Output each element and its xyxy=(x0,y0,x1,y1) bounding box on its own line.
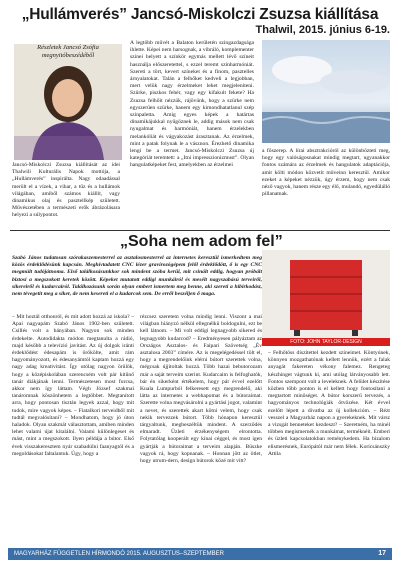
article-column-1 xyxy=(12,162,120,234)
article-column-2 xyxy=(130,40,254,234)
body-text: – Mit hoztál otthonról, és mit adott hozzá az iskola? – Apai nagyapám Szabó János 1902-ben született. Csillés volt a bányában. Nagyon sok minden érdekelte. Autodidakta módon megtanulta a rádió, majd később a televízió javítást. Az új dolgok iránti érdeklődést édesapám is örökölte, amit rám hagyományozott, és édesanyámtól kaptam hozzá egy nagy adag kreativitást. Így utólag nagyon örülök, hogy a középiskolában szerencsém volt pár kitűnő tanár diákjának lenni. Természetesen most furcsa, akkor nem így láttam. Végh József szakmai tanáromnak köszönhetem a legtöbbet. Megtanított arra, hogy pontosan tisztán legyek azzal, hogy mit tudok, mire vagyok képes. – Fiatalkori terveidből mit tudtál megvalósítani? – Mondhatom, hogy jó úton haladok. Olyan szakmát választottam, amiben minden lehet valami újat kitalálni. Valami különlegeset és mást, mint a megszokott. Ilyen példája a bútor. Első évek visszakeresztem nyár szabadúlni faanyagtól és a megoldásokat faltalantuk. Úgy, hogy a xyxy=(12,314,134,457)
article-headline: „Hullámverés” Jancsó-Miskolczi Zsuzsa kiállítása xyxy=(21,6,379,23)
footer-bar: MAGYARHÁZ FÜGGETLEN HÍRMONDÓ 2015. AUGUSZTUS–SZEPTEMBER xyxy=(8,548,392,560)
painting-illustration xyxy=(262,40,390,143)
photo-caption: Részletek Jancsó Zsófia megnyitóbeszédéből xyxy=(37,44,99,59)
body-text: A legtöbb művét a Balaton kerületén szingazdagsága ihlette. Képei nem harsognak, a vibráló, komplementer színei helyett a színkör egymás mellett lévő színeit használja előszeretettel, s ezzel teremt színharmóniát. Szereti a tört, kevert színeket és a finom, pasztelles árnyalatokat. Talán a felhőket kedveli a legjobban, mert velük nagy érzelmeket lehet megjeleníteni. Szürke, piszkos fehér, vagy egy kifakult fekete? Ha Zsuzsa felhőit nézzük, rájövünk, hogy a szürke nem egyszerűen szürke, hanem egy kimondhatatlanul szép színpaletta. Amig egyes képek a határtas dinamikájukkal nyűgöznek le, addig mások nem csak nyugalmat és harmóniát, hanem érzelekben melankóliát és vágyakozást árasztanak. Az érzelmek, mint a patak folynak le a vásznon. Érezhető dinamika lengi be a termet. Jancsó-Miskolczi Zsuzsa új kategóriát teremtett: a „Itni impresszionizmust”. Olyan hangulatképeket fest, amelyekben az érzelmei xyxy=(130,40,254,169)
body-text: Jancsó-Miskolczi Zsuzsa kiállítását az idei Thalwili Kulturális Napok mottója, a „Hullámverés” inspirálta. Nagy odaadással merült el a vízek, a vihar, a tűz és a hullámok világában, amiből számos kiállít, vagy dinamikus olaj és pasztellkép született. Művészetében a természeti erők ábrázolásara helyezi a súlypontot. xyxy=(12,162,120,219)
article2-column-3 xyxy=(268,350,390,546)
painting-caption: a főszerep. A lírai absztrakcióról az különbözteti meg, hogy egy valóságosnakat mindig megtart, ugyanakkor fontos számára az érzelmek és hangulatok adaptációja, amit költi módon közvetít műveinn keresztül. Amikor ezeket a képeket nézzük, úgy érzem, hogy nem csak néző vagyok, hanem része egy élő, mulandó, egyedülálló pillanatnak. xyxy=(262,148,390,198)
article-subhead: Thalwil, 2015. június 6-19. xyxy=(255,24,390,36)
article2-column-2 xyxy=(140,314,262,546)
article2-headline: „Soha nem adom fel” xyxy=(120,233,283,250)
furniture-photo xyxy=(262,250,390,338)
cabinet-illustration xyxy=(262,250,390,338)
body-text: rézcsez szeretem volna mindig lenni. Viszont a mai világban hiányzó nélkül ellegnélkü boldogulni, ezt be kell látnom. – Mi volt eddigi legnagyobb sikered és legnagyobb kudarcod? – Eredményesen pályáztam az Országos Asztalos- és Faipari Szövetség „Év asztalosa 2003” címére. Az is megelégedéssel tölt el, hogy a megrendelőink elérni bútort szerettek volna, mégcsak újjítoltak hozzá. Több hazai bebutorozam már a saját terveim szerint. Kudarcaim is felfoghatók, bár én sikerként értékelem, hogy pár évvel ezelőtt Kuala Lumpurból felkeresett egy megrendelő, aki látta az internetes a webhapomat és a bútoraimat. Szerette volna megvásárolni a gyártási jogot, valamint a nevet, és szerettek akart kötni velem, hogy csak nekik tervezzek bútort. Több hónapon keresztül tárgyaltunk, megbeszéltük mindent. A szerződés elmaradt. Üzleti érzékenységem elrontotta. Folytatólag kooperált egy kínai céggel, és most igen gyártják a bútoraimat a terveim alapján. Büszke vagyok rá, hogy kopnanak. – Honnan jött az ötlet, hogy utrum-dern, design bútorok közé mit vitt? xyxy=(140,314,262,465)
article2-lead: Szabó János tudatosan szórakaszemesterrel az asztalosmesterrel az internetes keresztül ismerkedtem meg közös érdeklődésünk kapcsán. Meghívtadatett CNC lézer gravírozógépem felől érdeklődött, ő is egy CNC megmúlt tudójátnoma. Első találkozásunkkor sok mindent szóba kerül, mit csinált eddig, hogyan próbált biztosi a megszokott keretek között. Képeket mutatott eddigi munkáiról és mesélt nagyszabású terveiről, sikereiről és kudarcairól. Találkozásunk során olyan embert ismertem meg benne, aki szereti a hibirkodást, nem tévegetit meg a siker, de nem kesereti el a kudarcok sem. De erről beszéljen ő maga. xyxy=(12,255,262,298)
page-number: 17 xyxy=(378,550,386,557)
portrait-illustration xyxy=(14,44,122,160)
portrait-photo xyxy=(14,44,122,160)
painting-image xyxy=(262,40,390,143)
page-footer xyxy=(0,548,400,566)
body-text: – Felhőtöss díszítettel kezdett színeimet. Köntyúnek, könnyen mozgathatónak kellett lennük, ezért a falak anyagát fakereten vékony falemez. Rengeteg készhinget vágtunk ki, ami utólag látványosabb lett. Fontos szempont volt a leveleknek. A felület készítése közben több ponton is el kellett hogy fontosítani a megtartott minőséget. A bútor korszerű tervezés, a hagyományos technológiák ötvözése. Két évvel ezelőtt lépett a divatba az új kollekcióm. – Rézt vesszel a Magyarház napon a gyerekeknek. Mit vársz a vizsgát benneteket kezdeszt? – Szeretném, ha minél többen megismernék a munkámat, terméknéit. Emberi és üzleti kapcsolatokban reménykedem. Ha bizalom elismerésnek, Európától már nem félek. Koricsánszky Attila xyxy=(268,350,390,457)
article2-column-1 xyxy=(12,314,134,546)
photo-credit: FOTO: JOHN TAYLOR-DESIGN xyxy=(262,338,390,346)
section-divider xyxy=(10,230,390,231)
